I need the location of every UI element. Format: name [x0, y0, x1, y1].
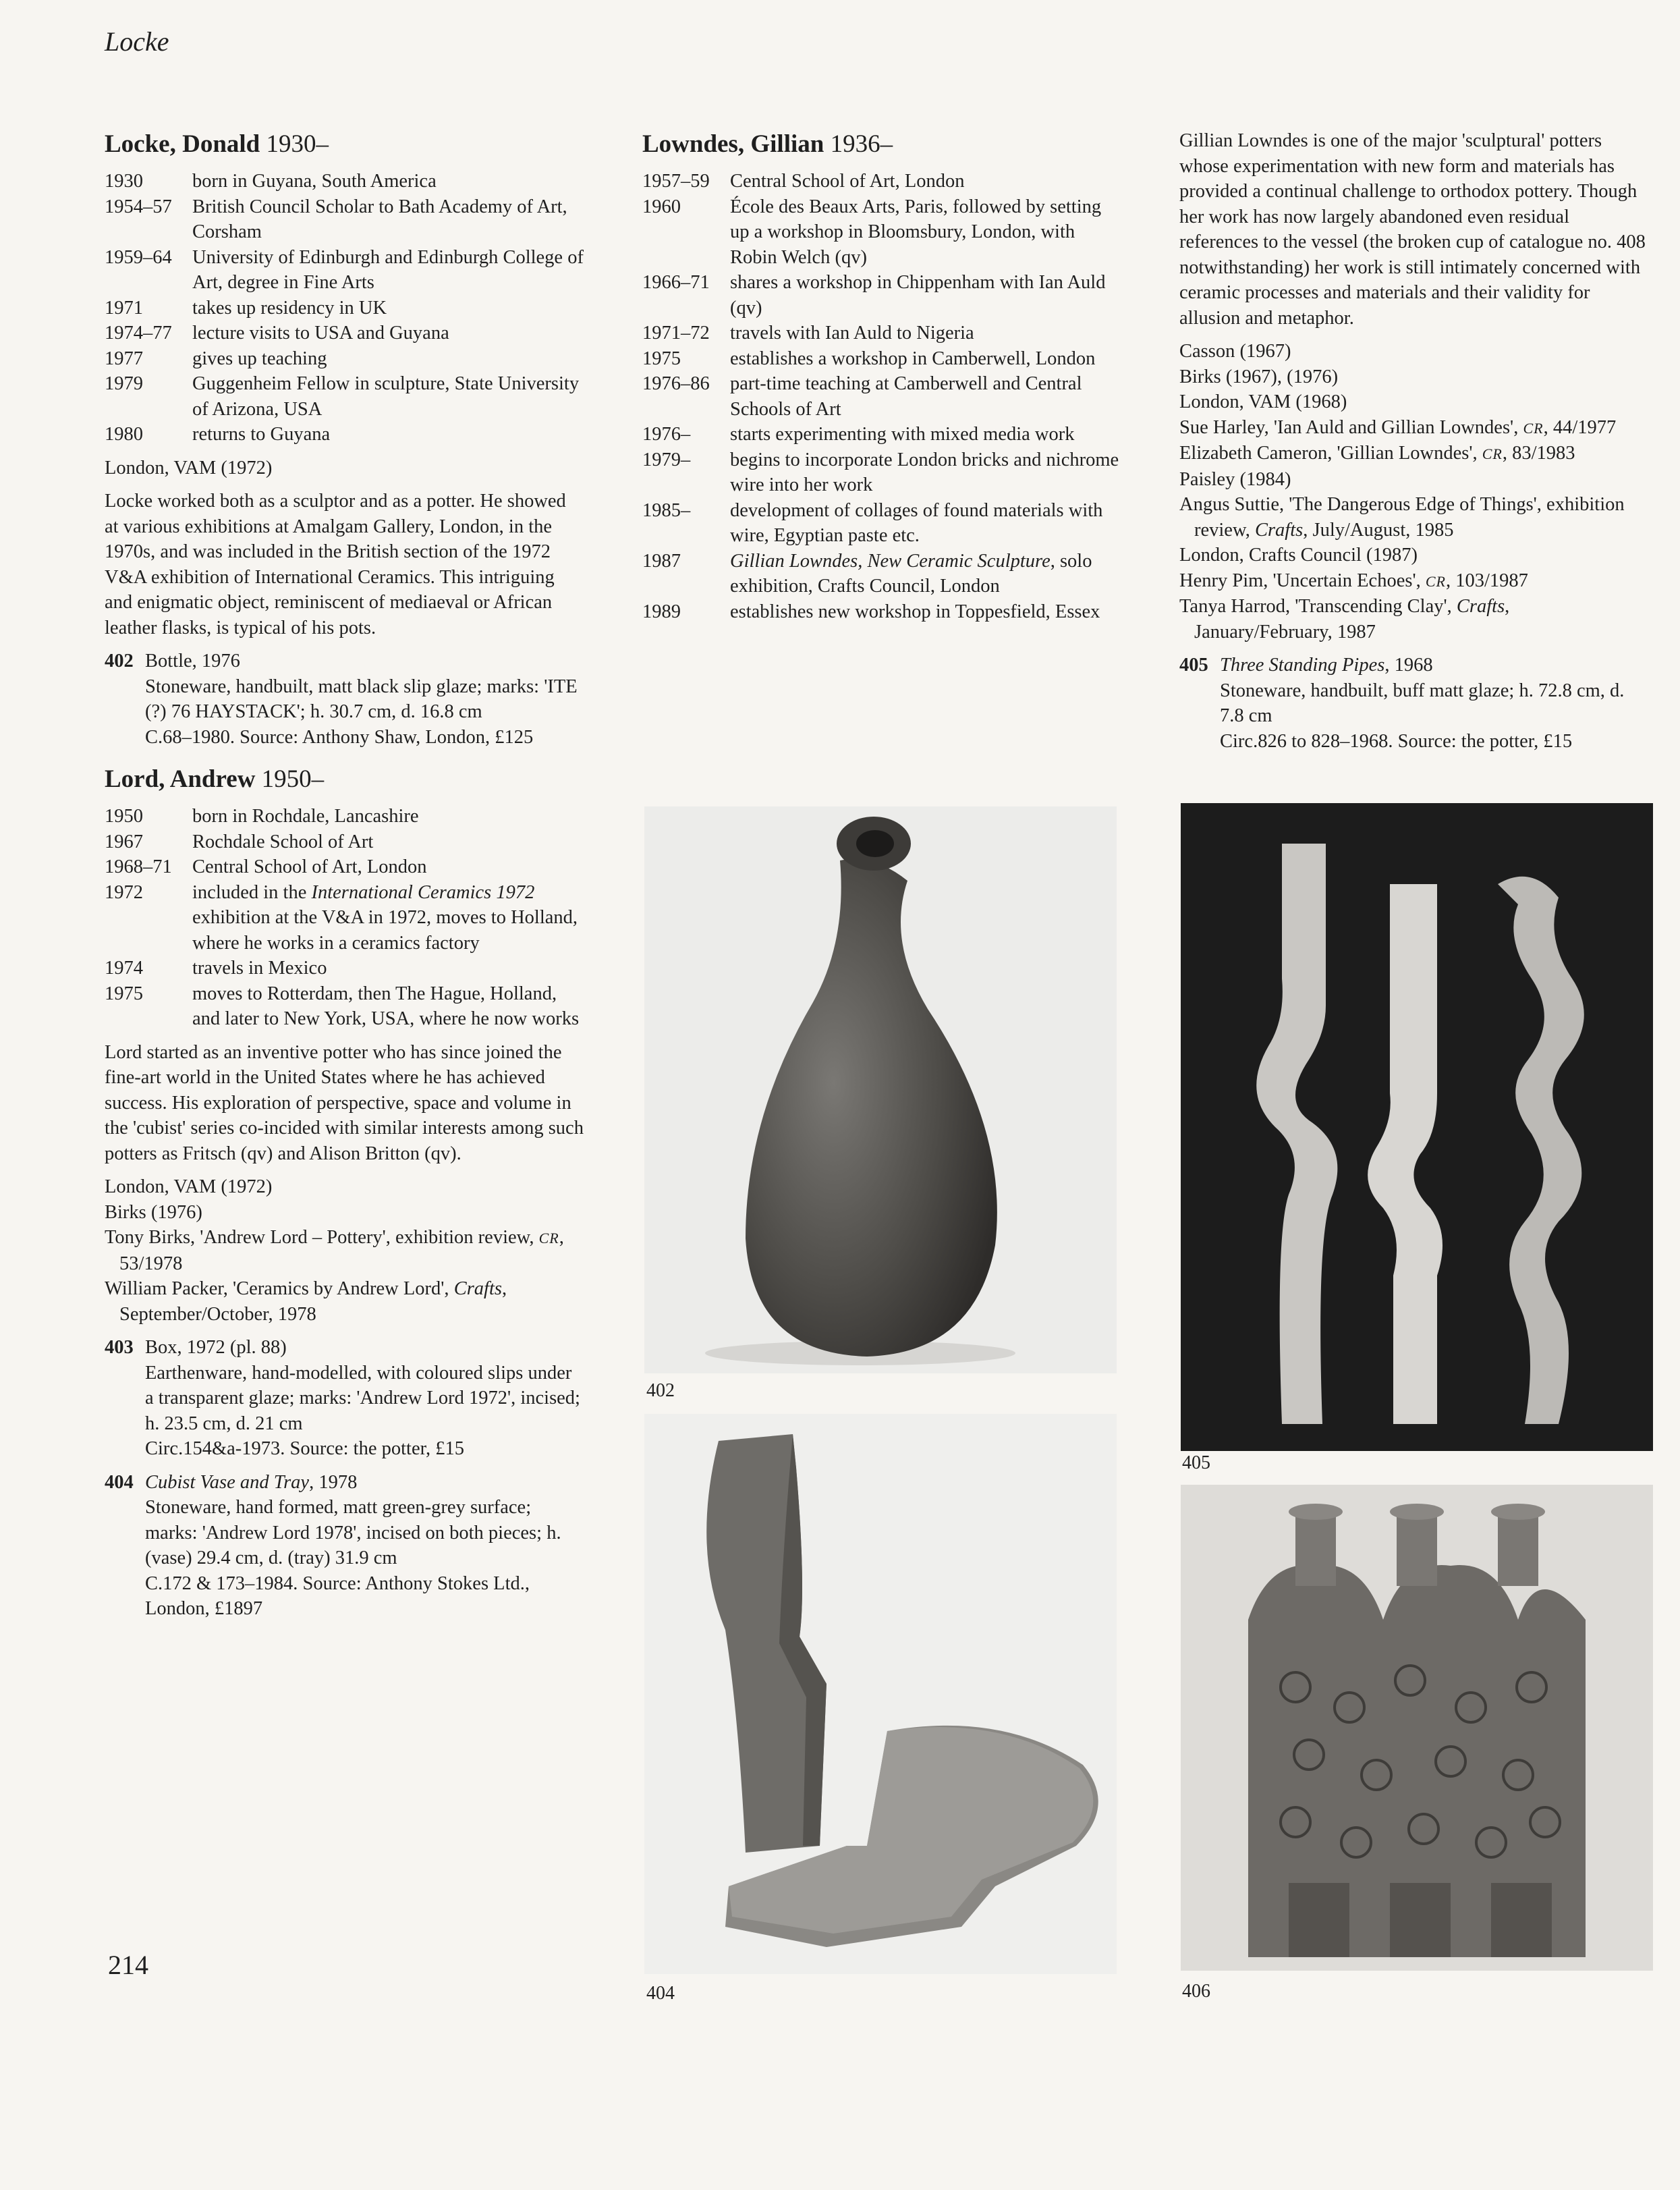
journal-abbrev: CR	[538, 1230, 559, 1247]
chronology-year: 1980	[105, 424, 143, 445]
chronology-year: 1967	[105, 831, 143, 852]
chronology-event	[730, 549, 1121, 599]
catalogue-entry-405	[1179, 653, 1652, 754]
chronology-year: 1977	[105, 348, 143, 369]
chronology-row	[642, 194, 1121, 271]
chronology-year: 1966–71	[642, 272, 710, 293]
chronology-year: 1971–72	[642, 323, 710, 344]
caption-402: 402	[646, 1380, 675, 1401]
reference-text: , 83/1983	[1502, 443, 1575, 464]
artist-dates: 1930–	[266, 130, 329, 158]
reference-text: Henry Pim, 'Uncertain Echoes',	[1179, 570, 1426, 591]
catalogue-number: 405	[1179, 655, 1208, 676]
catalogue-title-line	[145, 1335, 584, 1361]
chronology-event: development of collages of found materials with wire, Egyptian paste etc.	[730, 499, 1103, 546]
biography-lord: Lord started as an inventive potter who has since joined the fine-art world in the United States where he has achieved success. His exploration of perspective, space and volume in the 'cubist' series co-incided with similar interests among such potters as Fritsch (qv) and Alison Britton (qv).	[105, 1041, 584, 1164]
reference	[105, 1276, 584, 1327]
event-text: exhibition at the V&A in 1972, moves to Holland, where he works in a ceramics factory	[192, 907, 578, 954]
artist-name: Locke, Donald	[105, 130, 260, 158]
reference	[1179, 415, 1652, 441]
reference: Birks (1976)	[105, 1201, 202, 1223]
reference-text: , 53/1978	[119, 1227, 564, 1274]
catalogue-title: Bottle	[145, 651, 192, 672]
catalogue-entry-402	[105, 649, 584, 750]
artist-dates: 1950–	[261, 765, 325, 793]
chronology-year: 1930	[105, 171, 143, 192]
chronology-row	[105, 981, 584, 1032]
chronology-year: 1974	[105, 958, 143, 979]
column-right	[1179, 128, 1652, 762]
catalogue-year: , 1972 (pl. 88)	[177, 1337, 287, 1358]
chronology-year: 1985–	[642, 499, 691, 521]
chronology-year: 1974–77	[105, 323, 172, 344]
event-text: , solo exhibition, Crafts Council, London	[730, 550, 1092, 597]
journal-title: Crafts	[1254, 519, 1304, 541]
chronology-event	[192, 880, 584, 956]
journal-abbrev: CR	[1523, 419, 1544, 437]
chronology-row	[105, 296, 584, 321]
chronology-event: takes up residency in UK	[192, 297, 387, 319]
artist-heading-lord	[105, 763, 584, 796]
chronology-row	[642, 498, 1121, 549]
chronology-row	[105, 346, 584, 372]
catalogue-acquisition: C.172 & 173–1984. Source: Anthony Stokes Ltd., London, £1897	[145, 1572, 530, 1619]
chronology-row	[105, 245, 584, 296]
chronology-year: 1989	[642, 601, 681, 622]
catalogue-description: Stoneware, hand formed, matt green-grey surface; marks: 'Andrew Lord 1978', incised on both pieces; h. (vase) 29.4 cm, d. (tray) 31.9 cm	[145, 1497, 561, 1568]
biography-lowndes: Gillian Lowndes is one of the major 'sculptural' potters whose experimentation with new form and materials has provided a continual challenge to orthodox pottery. Though her work has now largely abandoned even residual references to the vessel (the broken cup of catalogue no. 408 notwithstanding) her work is still intimately concerned with ceramic processes and materials and their validity for allusion and metaphor.	[1179, 130, 1646, 329]
caption-405: 405	[1182, 1452, 1210, 1473]
photo-406-stoneware-vessel	[1181, 1485, 1653, 1971]
artist-name: Lord, Andrew	[105, 765, 256, 793]
catalogue-title-line	[145, 649, 584, 674]
column-middle	[642, 128, 1121, 632]
catalogue-number: 402	[105, 651, 134, 672]
caption-406: 406	[1182, 1981, 1210, 2002]
chronology-lowndes	[642, 169, 1121, 624]
journal-title: Crafts	[453, 1278, 502, 1299]
chronology-year: 1976–86	[642, 373, 710, 394]
reference: London, Crafts Council (1987)	[1179, 545, 1418, 566]
chronology-event: shares a workshop in Chippenham with Ian Auld (qv)	[730, 272, 1106, 319]
chronology-year: 1979–	[642, 449, 691, 470]
chronology-row	[642, 599, 1121, 625]
photo-404-cubist-vase-and-tray	[644, 1414, 1117, 1974]
chronology-row	[105, 829, 584, 855]
caption-404: 404	[646, 1983, 675, 2004]
chronology-row	[105, 194, 584, 245]
chronology-row	[105, 804, 584, 829]
chronology-event: Guggenheim Fellow in sculpture, State University of Arizona, USA	[192, 373, 580, 420]
chronology-year: 1975	[105, 983, 143, 1004]
chronology-event: Central School of Art, London	[192, 856, 427, 877]
catalogue-entry-403	[105, 1335, 584, 1462]
chronology-year: 1968–71	[105, 856, 172, 877]
chronology-year: 1972	[105, 881, 143, 903]
chronology-event: Rochdale School of Art	[192, 831, 374, 852]
chronology-year: 1971	[105, 297, 143, 319]
journal-title: Crafts	[1456, 596, 1505, 617]
catalogue-year: , 1978	[309, 1471, 358, 1493]
reference	[105, 1225, 584, 1276]
catalogue-title: Three Standing Pipes	[1220, 655, 1385, 676]
journal-abbrev: CR	[1425, 572, 1446, 590]
artist-heading-lowndes	[642, 128, 1121, 161]
chronology-year: 1954–57	[105, 196, 172, 217]
chronology-event: born in Rochdale, Lancashire	[192, 806, 419, 827]
running-head: Locke	[105, 26, 169, 57]
chronology-row	[105, 956, 584, 981]
chronology-year: 1976–	[642, 424, 691, 445]
chronology-event: born in Guyana, South America	[192, 171, 437, 192]
catalogue-acquisition: Circ.154&a-1973. Source: the potter, £15	[145, 1438, 464, 1459]
reference-text: Elizabeth Cameron, 'Gillian Lowndes',	[1179, 443, 1482, 464]
reference: London, VAM (1972)	[105, 1176, 273, 1197]
chronology-event: travels in Mexico	[192, 958, 327, 979]
chronology-event: travels with Ian Auld to Nigeria	[730, 323, 974, 344]
chronology-event: University of Edinburgh and Edinburgh College of Art, degree in Fine Arts	[192, 246, 584, 293]
chronology-event: British Council Scholar to Bath Academy of Art, Corsham	[192, 196, 567, 242]
reference: Paisley (1984)	[1179, 468, 1291, 490]
journal-abbrev: CR	[1482, 445, 1503, 462]
chronology-event: part-time teaching at Camberwell and Central Schools of Art	[730, 373, 1082, 420]
catalogue-year: , 1968	[1384, 655, 1433, 676]
reference: Casson (1967)	[1179, 341, 1291, 362]
chronology-event: lecture visits to USA and Guyana	[192, 323, 449, 344]
reference-text: Tony Birks, 'Andrew Lord – Pottery', exhibition review,	[105, 1227, 539, 1248]
chronology-event: moves to Rotterdam, then The Hague, Holland, and later to New York, USA, where he now works	[192, 983, 580, 1029]
catalogue-description: Stoneware, handbuilt, buff matt glaze; h. 72.8 cm, d. 7.8 cm	[1220, 680, 1625, 726]
catalogue-acquisition: Circ.826 to 828–1968. Source: the potter, £15	[1220, 730, 1573, 752]
chronology-row	[642, 169, 1121, 194]
reference	[1179, 594, 1652, 645]
reference-text: , 103/1987	[1445, 570, 1528, 591]
chronology-row	[642, 549, 1121, 599]
chronology-row	[105, 880, 584, 956]
reference-text: , 44/1977	[1543, 416, 1617, 438]
collection-line: London, VAM (1972)	[105, 457, 273, 478]
reference: London, VAM (1968)	[1179, 391, 1347, 412]
photo-402-bottle	[644, 806, 1117, 1373]
chronology-year: 1950	[105, 806, 143, 827]
chronology-year: 1959–64	[105, 246, 172, 268]
chronology-year: 1979	[105, 373, 143, 394]
event-text: included in the	[192, 881, 312, 903]
reference: Birks (1967), (1976)	[1179, 366, 1339, 387]
chronology-event: Central School of Art, London	[730, 171, 965, 192]
reference-text: Sue Harley, 'Ian Auld and Gillian Lowndes',	[1179, 416, 1523, 438]
catalogue-description: Stoneware, handbuilt, matt black slip glaze; marks: 'ITE (?) 76 HAYSTACK'; h. 30.7 cm, d. 16.8 cm	[145, 676, 578, 722]
catalogue-number: 404	[105, 1471, 134, 1493]
chronology-row	[642, 270, 1121, 321]
column-left	[105, 128, 584, 1630]
chronology-year: 1960	[642, 196, 681, 217]
chronology-row	[642, 447, 1121, 498]
chronology-row	[642, 422, 1121, 447]
catalogue-title: Cubist Vase and Tray	[145, 1471, 310, 1493]
exhibition-title: Gillian Lowndes, New Ceramic Sculpture	[730, 550, 1051, 572]
chronology-lord	[105, 804, 584, 1032]
catalogue-description: Earthenware, hand-modelled, with coloured slips under a transparent glaze; marks: 'Andrew Lord 1972', incised; h. 23.5 cm, d. 21 cm	[145, 1362, 580, 1434]
artist-dates: 1936–	[830, 130, 893, 158]
reference-text: William Packer, 'Ceramics by Andrew Lord',	[105, 1278, 454, 1299]
chronology-event: begins to incorporate London bricks and nichrome wire into her work	[730, 449, 1119, 495]
catalogue-acquisition: C.68–1980. Source: Anthony Shaw, London, £125	[145, 726, 534, 748]
chronology-event: École des Beaux Arts, Paris, followed by setting up a workshop in Bloomsbury, London, with Robin Welch (qv)	[730, 196, 1102, 268]
reference-text: , September/October, 1978	[119, 1278, 507, 1325]
catalogue-year: , 1976	[192, 651, 240, 672]
chronology-event: establishes new workshop in Toppesfield, Essex	[730, 601, 1100, 622]
reference	[1179, 568, 1652, 595]
chronology-year: 1975	[642, 348, 681, 369]
photo-405-three-standing-pipes	[1181, 803, 1653, 1451]
chronology-event: gives up teaching	[192, 348, 327, 369]
chronology-row	[105, 321, 584, 346]
catalogue-title: Box	[145, 1337, 177, 1358]
catalogue-title-line	[145, 1470, 584, 1496]
references-lowndes	[1179, 339, 1652, 645]
references-lord	[105, 1174, 584, 1327]
reference	[1179, 441, 1652, 467]
page-number: 214	[108, 1950, 148, 1980]
chronology-row	[105, 371, 584, 422]
chronology-row	[642, 371, 1121, 422]
reference-text: Angus Suttie, 'The Dangerous Edge of Things', exhibition review,	[1179, 494, 1625, 541]
reference-text: , July/August, 1985	[1303, 519, 1454, 541]
reference-text: , January/February, 1987	[1194, 596, 1510, 642]
chronology-row	[105, 169, 584, 194]
chronology-event: returns to Guyana	[192, 424, 331, 445]
biography-locke: Locke worked both as a sculptor and as a potter. He showed at various exhibitions at Amalgam Gallery, London, in the 1970s, and was included in the British section of the 1972 V&A exhibition of International Ceramics. This intriguing and enigmatic object, reminiscent of mediaeval or African leather flasks, is typical of his pots.	[105, 491, 566, 638]
catalogue-title-line	[1220, 653, 1652, 678]
chronology-row	[642, 321, 1121, 346]
reference-text: Tanya Harrod, 'Transcending Clay',	[1179, 596, 1457, 617]
chronology-row	[105, 854, 584, 880]
chronology-event: establishes a workshop in Camberwell, London	[730, 348, 1096, 369]
reference	[1179, 492, 1652, 543]
artist-heading-locke	[105, 128, 584, 161]
exhibition-title: International Ceramics 1972	[311, 881, 535, 903]
catalogue-entry-404	[105, 1470, 584, 1622]
chronology-locke	[105, 169, 584, 447]
chronology-event: starts experimenting with mixed media work	[730, 424, 1075, 445]
catalogue-number: 403	[105, 1337, 134, 1358]
chronology-year: 1987	[642, 550, 681, 572]
chronology-row	[642, 346, 1121, 372]
chronology-row	[105, 422, 584, 447]
artist-name: Lowndes, Gillian	[642, 130, 824, 158]
chronology-year: 1957–59	[642, 171, 710, 192]
